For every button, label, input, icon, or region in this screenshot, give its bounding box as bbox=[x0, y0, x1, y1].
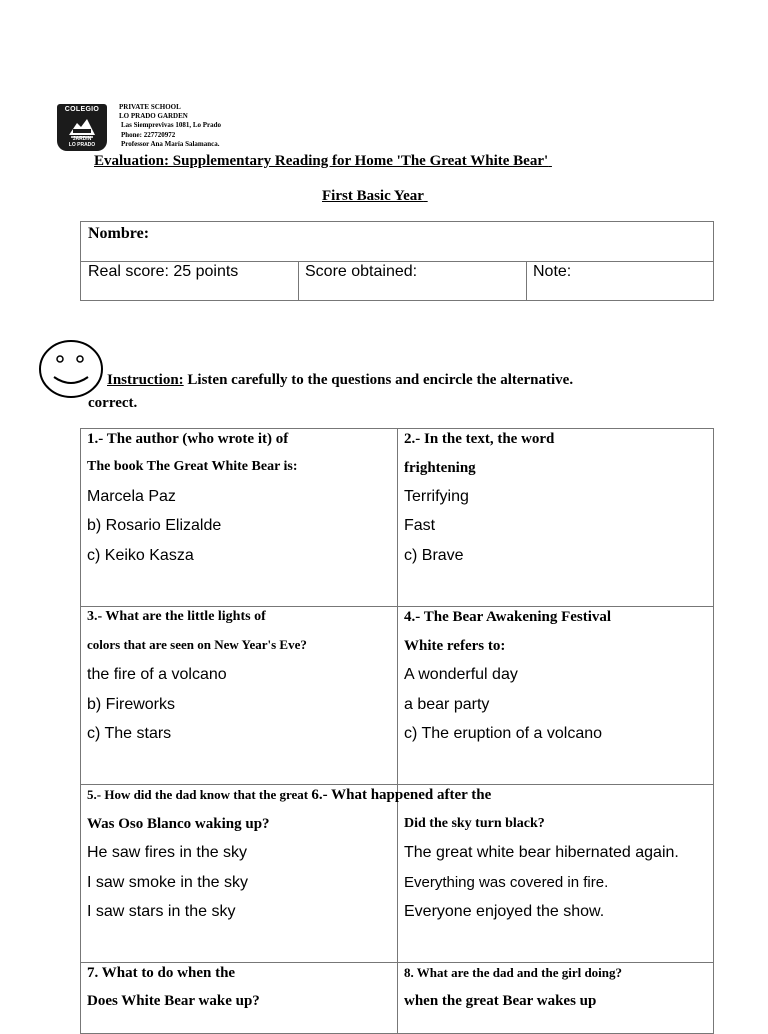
question-8-text-2: when the great Bear wakes up bbox=[404, 993, 597, 1009]
subtitle-underline bbox=[424, 188, 458, 205]
question-4-text: 4.- The Bear Awakening Festival bbox=[404, 609, 612, 625]
page-title-text: Evaluation: Supplementary Reading for Home 'The Great White Bear' bbox=[94, 153, 549, 169]
name-field[interactable] bbox=[81, 222, 714, 262]
question-4 bbox=[398, 607, 714, 785]
option-b[interactable]: a bear party bbox=[404, 696, 490, 713]
question-6 bbox=[398, 785, 714, 963]
option-b[interactable]: I saw smoke in the sky bbox=[87, 874, 248, 891]
question-7-text-2: Does White Bear wake up? bbox=[87, 993, 260, 1009]
instruction-continuation: correct. bbox=[88, 395, 138, 411]
real-score-label: Real score: 25 points bbox=[88, 263, 239, 280]
logo-bottom-line-1: JARDIN bbox=[72, 136, 92, 142]
option-c[interactable]: c) Brave bbox=[404, 547, 464, 564]
option-b[interactable]: Everything was covered in fire. bbox=[404, 874, 609, 891]
question-1-text: 1.- The author (who wrote it) of bbox=[87, 431, 289, 447]
question-6-text-2: Did the sky turn black? bbox=[404, 816, 545, 831]
score-obtained-cell[interactable] bbox=[299, 262, 527, 301]
option-c[interactable]: c) The stars bbox=[87, 725, 172, 742]
school-phone: Phone: 227720972 bbox=[121, 130, 176, 139]
school-professor: Professor Ana María Salamanca. bbox=[121, 139, 220, 148]
question-1 bbox=[81, 429, 398, 607]
option-c[interactable]: c) The eruption of a volcano bbox=[404, 725, 603, 742]
school-name: PRIVATE SCHOOL bbox=[119, 103, 181, 111]
real-score-cell bbox=[81, 262, 299, 301]
score-obtained-label: Score obtained: bbox=[305, 263, 418, 280]
subtitle-text: First Basic Year bbox=[322, 188, 424, 204]
option-c[interactable]: Everyone enjoyed the show. bbox=[404, 903, 605, 920]
question-6-text: 6.- What happened after the bbox=[311, 787, 492, 803]
question-7 bbox=[81, 963, 398, 1034]
question-5-text-a: 5.- How did the dad know that the great bbox=[87, 787, 312, 802]
question-8-text: 8. What are the dad and the girl doing? bbox=[404, 965, 623, 980]
name-label: Nombre: bbox=[88, 225, 150, 242]
smiley-face-icon bbox=[38, 339, 106, 399]
option-b[interactable]: b) Rosario Elizalde bbox=[87, 517, 222, 534]
question-3-text-2: colors that are seen on New Year's Eve? bbox=[87, 637, 307, 652]
school-name-2: LO PRADO GARDEN bbox=[119, 112, 188, 121]
subtitle bbox=[322, 188, 458, 205]
option-c[interactable]: I saw stars in the sky bbox=[87, 903, 236, 920]
page-title bbox=[94, 153, 642, 170]
page-title-underline bbox=[548, 153, 642, 170]
logo-top-text: COLEGIO bbox=[64, 106, 100, 113]
option-a[interactable]: The great white bear hibernated again. bbox=[404, 844, 679, 861]
option-b[interactable]: b) Fireworks bbox=[87, 696, 176, 713]
option-a[interactable]: Marcela Paz bbox=[87, 488, 176, 505]
option-a[interactable]: He saw fires in the sky bbox=[87, 844, 248, 861]
school-logo bbox=[57, 104, 107, 151]
logo-bottom-line-2: LO PRADO bbox=[68, 142, 96, 148]
school-address: Las Siemprevivas 1081, Lo Prado bbox=[121, 121, 222, 130]
question-4-text-2: White refers to: bbox=[404, 638, 506, 654]
option-a[interactable]: Terrifying bbox=[404, 488, 469, 505]
question-5-text-2: Was Oso Blanco waking up? bbox=[87, 816, 270, 832]
instruction-label: Instruction: bbox=[107, 372, 184, 388]
question-3 bbox=[81, 607, 398, 785]
note-cell[interactable] bbox=[527, 262, 714, 301]
question-2 bbox=[398, 429, 714, 607]
instruction bbox=[107, 372, 573, 389]
logo-bottom-text bbox=[57, 136, 107, 148]
option-b[interactable]: Fast bbox=[404, 517, 436, 534]
question-5-text bbox=[87, 787, 491, 804]
school-info bbox=[119, 103, 221, 149]
option-a[interactable]: A wonderful day bbox=[404, 666, 518, 683]
question-2-text: 2.- In the text, the word bbox=[404, 431, 555, 447]
question-1-text-2: The book The Great White Bear is: bbox=[87, 459, 298, 474]
question-3-text: 3.- What are the little lights of bbox=[87, 609, 266, 624]
student-info-table bbox=[80, 221, 714, 301]
question-8 bbox=[398, 963, 714, 1034]
questions-table bbox=[80, 428, 714, 1034]
option-a[interactable]: the fire of a volcano bbox=[87, 666, 227, 683]
note-label: Note: bbox=[533, 263, 572, 280]
instruction-text: Listen carefully to the questions and encircle the alternative. bbox=[183, 372, 574, 388]
question-2-text-2: frightening bbox=[404, 460, 476, 476]
question-7-text: 7. What to do when the bbox=[87, 965, 236, 981]
option-c[interactable]: c) Keiko Kasza bbox=[87, 547, 194, 564]
